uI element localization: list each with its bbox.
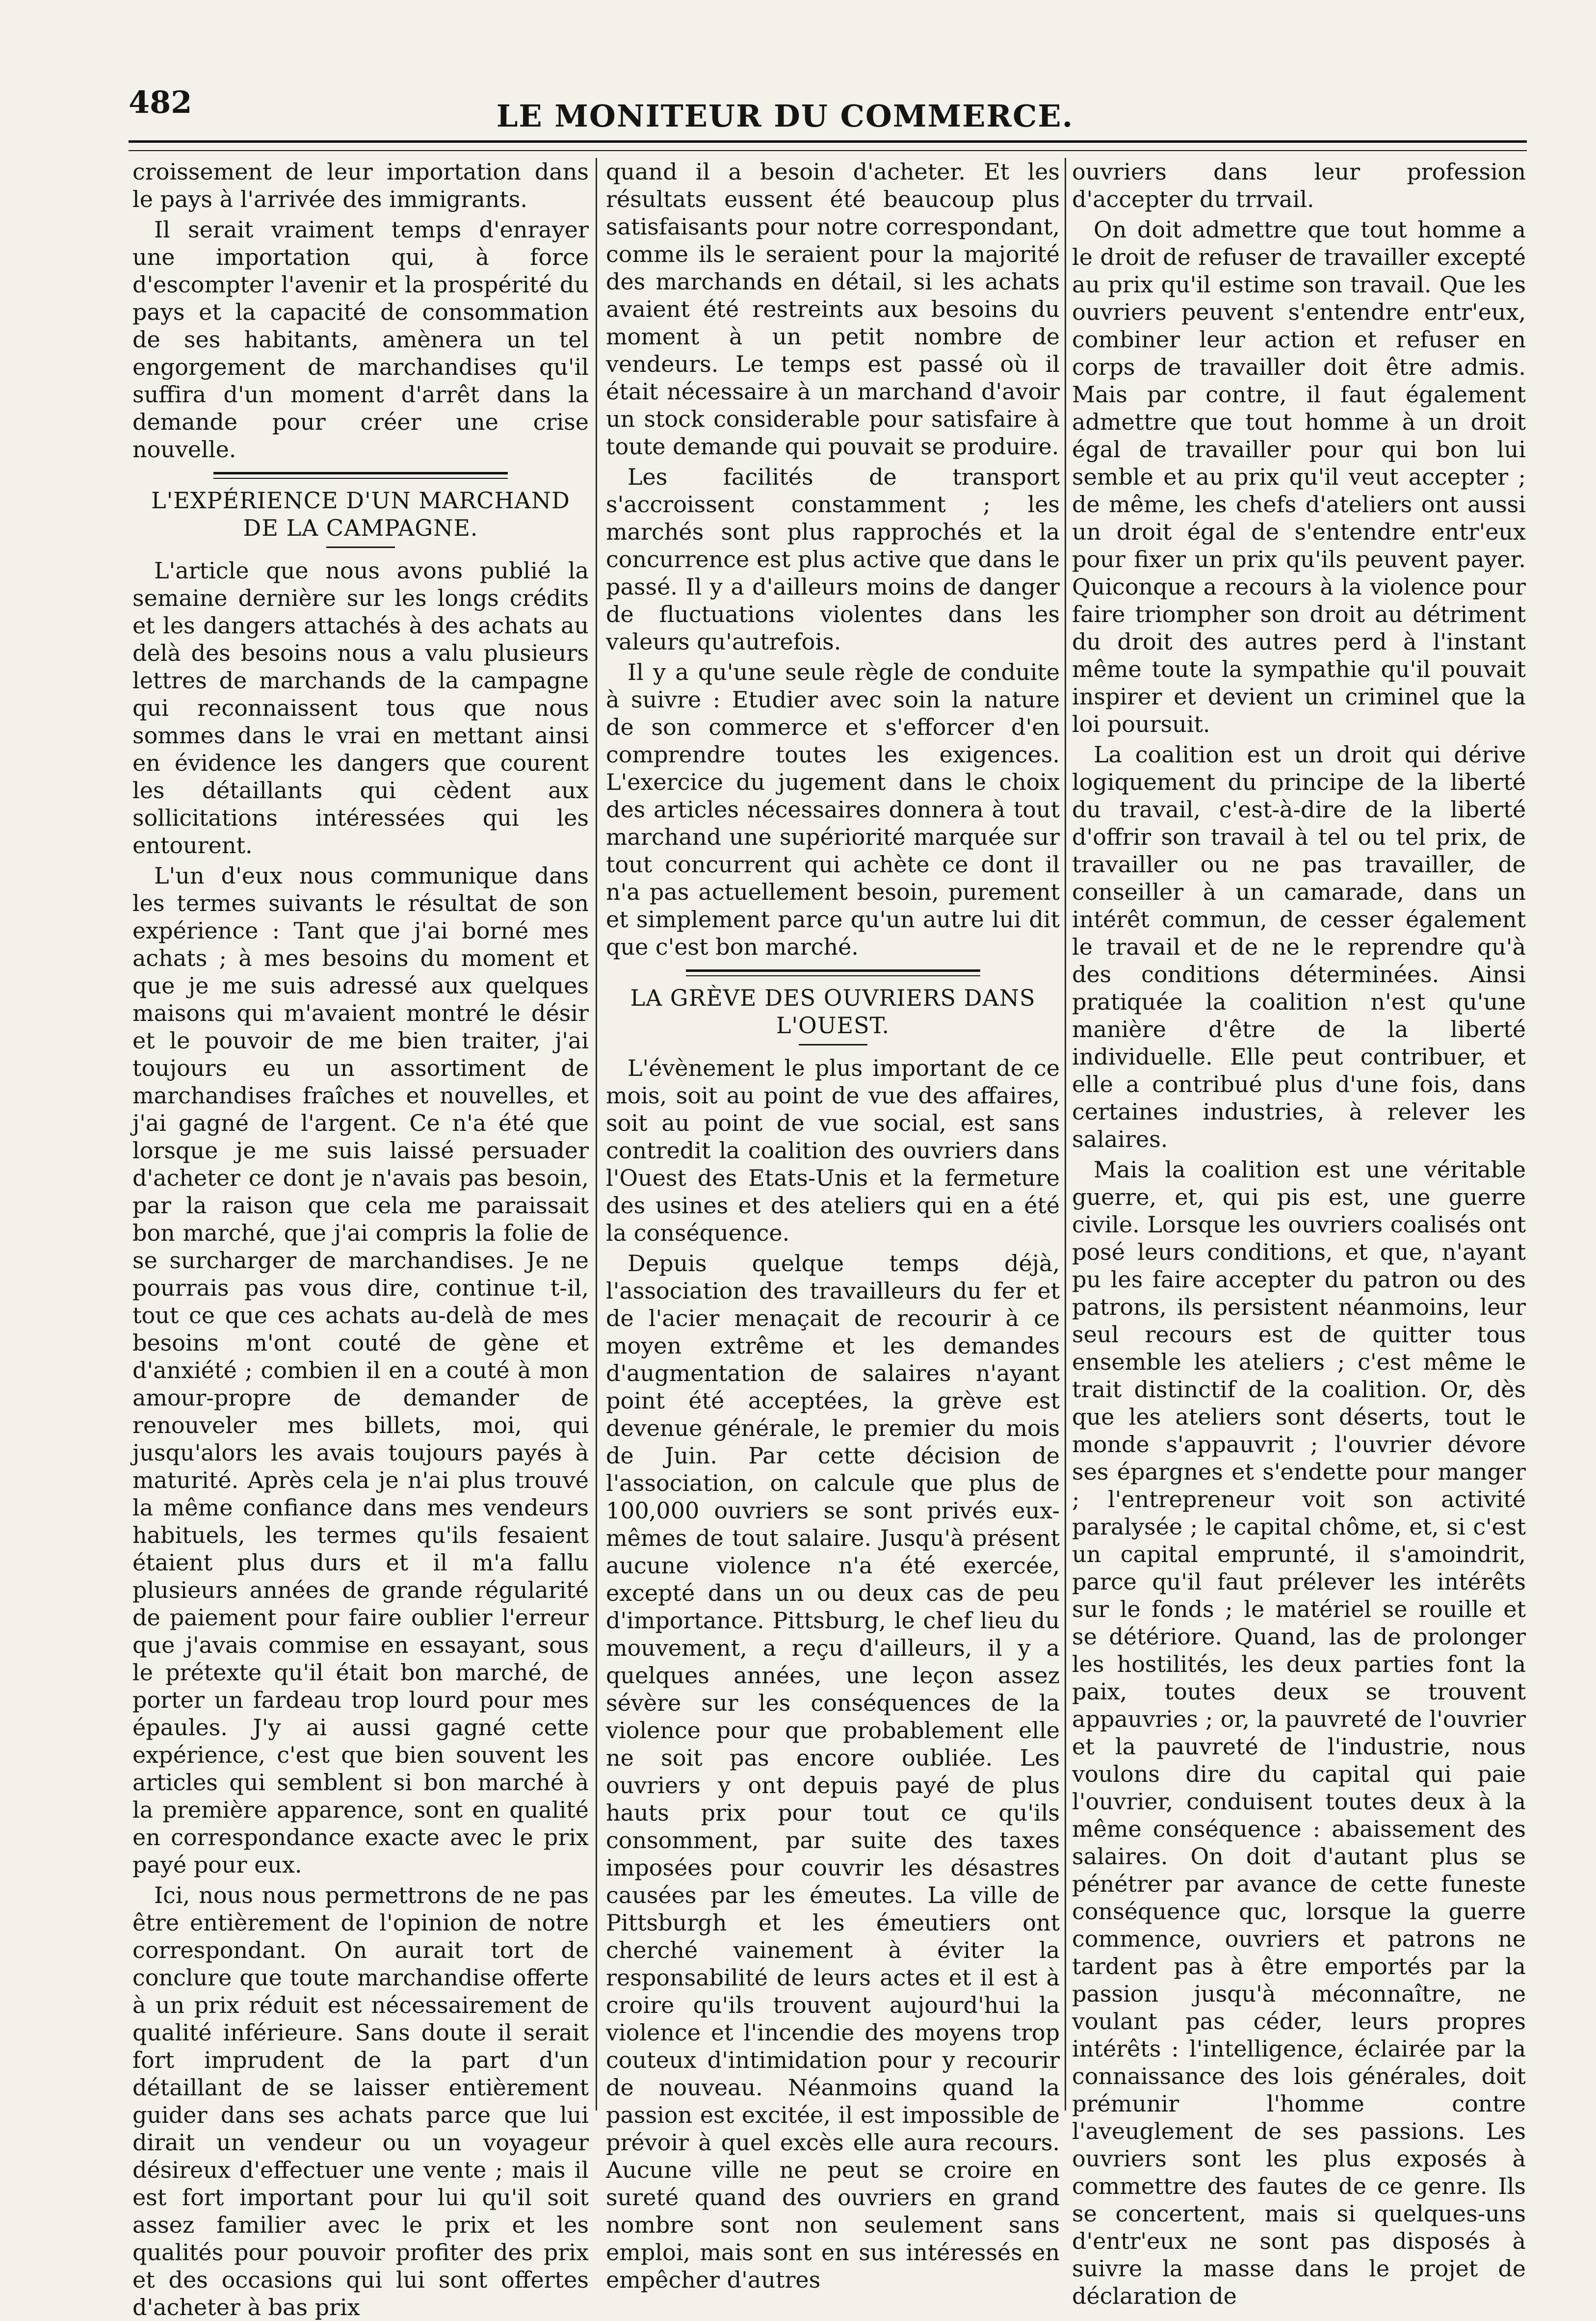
article-divider xyxy=(213,472,508,479)
article-title-line: LA GRÈVE DES OUVRIERS DANS xyxy=(630,985,1036,1011)
paragraph: L'un d'eux nous communique dans les termes suivants le résultat de son expérience : Tant que j'ai borné mes achats ; à mes besoins du moment et que je me suis adressé aux quelques maisons qui m'avaient montré le désir et le pouvoir de me bien traiter, j'ai toujours eu un assortiment de marchandises fraîches et nouvelles, et j'ai gagné de l'argent. Ce n'a été que lorsque je me suis laissé persuader d'acheter ce dont je n'avais pas besoin, par la raison que cela me paraissait bon marché, que j'ai compris la folie de se surcharger de marchandises. Je ne pourrais pas vous dire, continue t-il, tout ce que ces achats au-delà de mes besoins m'ont couté de gène et d'anxiété ; combien il en a couté à mon amour-propre de demander de renouveler mes billets, moi, qui jusqu'alors les avais toujours payés à maturité. Après cela je n'ai plus trouvé la même confiance dans mes vendeurs habituels, les termes qu'ils fesaient étaient plus durs et il m'a fallu plusieurs années de grande régularité de paiement pour faire oublier l'erreur que j'avais commise en essayant, sous le prétexte qu'il était bon marché, de porter un fardeau trop lourd pour mes épaules. J'y ai aussi gagné cette expérience, c'est que bien souvent les articles qui semblent si bon marché à la première apparence, sont en qualité en correspondance exacte avec le prix payé pour eux. xyxy=(132,862,589,1878)
article-title-line: DE LA CAMPAGNE. xyxy=(243,515,478,541)
paragraph: Mais la coalition est une véritable guerre, et, qui pis est, une guerre civile. Lorsque les ouvriers coalisés ont posé leurs conditions, et que, n'ayant pu les faire accepter du patron ou des patrons, ils persistent néanmoins, leur seul recours est de quitter tous ensemble les ateliers ; c'est même le trait distinctif de la coalition. Or, dès que les ateliers sont déserts, tout le monde s'appauvrit ; l'ouvrier dévore ses épargnes et s'endette pour manger ; l'entrepreneur voit son activité paralysée ; le capital chôme, et, si c'est un capital emprunté, il s'amoindrit, parce qu'il faut prélever les intérêts sur le fonds ; le matériel se rouille et se détériore. Quand, las de prolonger les hostilités, les deux parties font la paix, toutes deux se trouvent appauvries ; or, la pauvreté de l'ouvrier et la pauvreté de l'industrie, nous voulons dire du capital qui paie l'ouvrier, conduisent toutes deux à la même conséquence : abaissement des salaires. On doit d'autant plus se pénétrer par avance de cette funeste conséquence quc, lorsque la guerre commence, ouvriers et patrons ne tardent pas à être emportés par la passion jusqu'à méconnaître, ne voulant pas céder, leurs propres intérêts : l'intelligence, éclairée par la connaissance des lois générales, doit prémunir l'homme contre l'aveuglement de ses passions. Les ouvriers sont les plus exposés à commettre des fautes de ce genre. Ils se concertent, mais si quelques-uns d'entr'eux ne sont pas disposés à suivre la masse dans le projet de déclaration de xyxy=(1072,1156,1526,2309)
paragraph: ouvriers dans leur profession d'accepter du trrvail. xyxy=(1072,158,1526,212)
page-number: 482 xyxy=(129,84,192,120)
paragraph: quand il a besoin d'acheter. Et les résultats eussent été beaucoup plus satisfaisants pour notre correspondant, comme ils le seraient pour la majorité des marchands en détail, si les achats avaient été restreints aux besoins du moment à un petit nombre de vendeurs. Le temps est passé où il était nécessaire à un marchand d'avoir un stock considerable pour satisfaire à toute demande qui pouvait se produire. xyxy=(606,158,1060,460)
title-underline xyxy=(326,547,395,548)
running-head-title: LE MONITEUR DU COMMERCE. xyxy=(496,98,1074,134)
article-divider xyxy=(686,969,980,976)
column-1 xyxy=(132,158,589,2321)
paragraph: croissement de leur importation dans le pays à l'arrivée des immigrants. xyxy=(132,158,589,212)
paragraph: Ici, nous nous permettrons de ne pas être entièrement de l'opinion de notre correspondant. On aurait tort de conclure que toute marchandise offerte à un prix réduit est nécessairement de qualité inférieure. Sans doute il serait fort imprudent de la part d'un détaillant de se laisser entièrement guider dans ses achats parce que lui dirait un vendeur ou un voyageur désireux d'effectuer une vente ; mais il est fort important pour lui qu'il soit assez familier avec le prix et les qualités pour pouvoir profiter des prix et des occasions qui lui sont offertes d'acheter à bas prix xyxy=(132,1882,589,2321)
header-double-rule xyxy=(129,140,1527,151)
paragraph: Il serait vraiment temps d'enrayer une importation qui, à force d'escompter l'avenir et la prospérité du pays et la capacité de consommation de ses habitants, amènera un tel engorgement de marchandises qu'il suffira d'un moment d'arrêt dans la demande pour créer une crise nouvelle. xyxy=(132,216,589,463)
paragraph: L'évènement le plus important de ce mois, soit au point de vue des affaires, soit au point de vue social, est sans contredit la coalition des ouvriers dans l'Ouest des Etats-Unis et la fermeture des usines et des ateliers qui en a été la conséquence. xyxy=(606,1055,1060,1246)
paragraph: Depuis quelque temps déjà, l'association des travailleurs du fer et de l'acier menaçait de recourir à ce moyen extrême et les demandes d'augmentation de salaires n'ayant point été acceptées, la grève est devenue générale, le premier du mois de Juin. Par cette décision de l'association, on calcule que plus de 100,000 ouvriers se sont privés eux-mêmes de tout salaire. Jusqu'à présent aucune violence n'a été exercée, excepté dans un ou deux cas de peu d'importance. Pittsburg, le chef lieu du mouvement, a reçu d'ailleurs, il y a quelques années, une leçon assez sévère sur les conséquences de la violence pour que probablement elle ne soit pas encore oubliée. Les ouvriers y ont depuis payé de plus hauts prix pour tout ce qu'ils consomment, par suite des taxes imposées pour couvrir les désastres causées par les émeutes. La ville de Pittsburgh et les émeutiers ont cherché vainement à éviter la responsabilité de leurs actes et il est à croire qu'ils trouvent aujourd'hui la violence et l'incendie des moyens trop couteux d'intimidation pour y recourir de nouveau. Néanmoins quand la passion est excitée, il est impossible de prévoir à quel excès elle aura recours. Aucune ville ne peut se croire en sureté quand des ouvriers en grand nombre sont non seulement sans emploi, mais sont en sus intéressés en empêcher d'autres xyxy=(606,1250,1060,2293)
article-title-line: L'OUEST. xyxy=(776,1012,890,1039)
paragraph: La coalition est un droit qui dérive logiquement du principe de la liberté du travail, c'est-à-dire de la liberté d'offrir son travail à tel ou tel prix, de travailler ou ne pas travailler, de conseiller à un camarade, dans un intérêt commun, de cesser également le travail et de ne le reprendre qu'à des conditions déterminées. Ainsi pratiquée la coalition n'est qu'une manière d'être de la liberté individuelle. Elle peut contribuer, et elle a contribué plus d'une fois, dans certaines industries, à relever les salaires. xyxy=(1072,741,1526,1152)
column-separator-2 xyxy=(1065,158,1066,2111)
column-separator-1 xyxy=(596,158,597,2111)
article-title-line: L'EXPÉRIENCE D'UN MARCHAND xyxy=(151,487,570,514)
paragraph: Les facilités de transport s'accroissent constamment ; les marchés sont plus rapprochés et la concurrence est plus active que dans le passé. Il y a d'ailleurs moins de danger de fluctuations violentes dans les valeurs qu'autrefois. xyxy=(606,464,1060,655)
column-2 xyxy=(606,158,1060,2293)
paragraph: On doit admettre que tout homme a le droit de refuser de travailler excepté au prix qu'il estime son travail. Que les ouvriers peuvent s'entendre entr'eux, combiner leur action et refuser en corps de travailler doit être admis. Mais par contre, il faut également admettre que tout homme à un droit égal de travailler pour qui bon lui semble et au prix qu'il veut accepter ; de même, les chefs d'ateliers ont aussi un droit égal de s'entendre entr'eux pour fixer un prix qu'ils peuvent payer. Quiconque a recours à la violence pour faire triompher son droit au détriment du droit des autres perd à l'instant même toute la sympathie qu'il pouvait inspirer et devient un criminel que la loi poursuit. xyxy=(1072,216,1526,737)
paragraph: L'article que nous avons publié la semaine dernière sur les longs crédits et les dangers attachés à des achats au delà des besoins nous a valu plusieurs lettres de marchands de la campagne qui reconnaissent tous que nous sommes dans le vrai en mettant ainsi en évidence les dangers que courent les détaillants qui cèdent aux sollicitations intéressées qui les entourent. xyxy=(132,557,589,859)
title-underline xyxy=(799,1044,867,1045)
column-3 xyxy=(1072,158,1526,2309)
paragraph: Il y a qu'une seule règle de conduite à suivre : Etudier avec soin la nature de son commerce et s'efforcer d'en comprendre toutes les exigences. L'exercice du jugement dans le choix des articles nécessaires donnera à tout marchand une supériorité marquée sur tout concurrent qui achète ce dont il n'a pas actuellement besoin, purement et simplement parce qu'un autre lui dit que c'est bon marché. xyxy=(606,659,1060,960)
